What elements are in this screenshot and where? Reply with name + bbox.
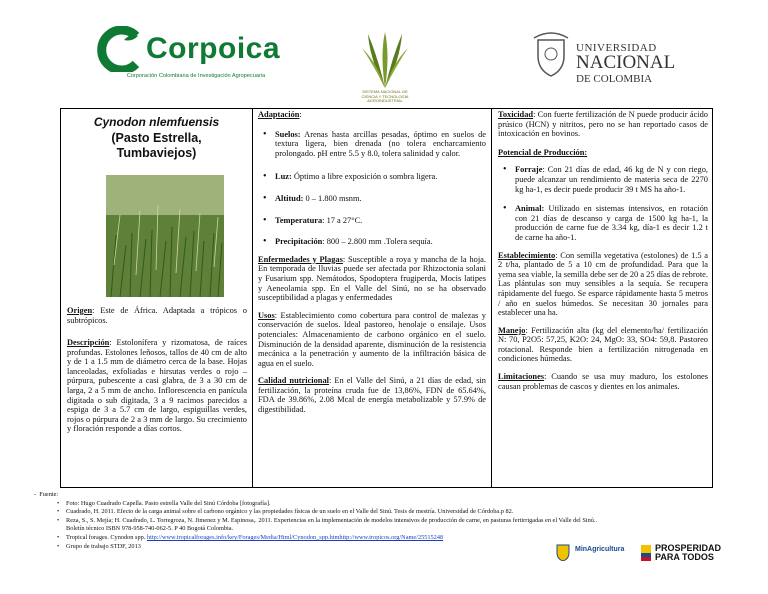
leaves-icon xyxy=(360,30,410,90)
unal-line1: UNIVERSIDAD xyxy=(576,42,657,54)
fuente-label: - Fuente: xyxy=(34,491,59,498)
potencial-label: Potencial de Producción: xyxy=(498,147,588,157)
usos-label: Usos xyxy=(258,310,275,320)
calidad-text: : En el Valle del Sinú, a 21 días de edad, sin fertilización, la proteína cruda fue de 13,86%, FDN de 65.64%, FDA de 39.86%, 2.08 Mcal de energía metabolizable y 57.9% de digestibilidad. xyxy=(258,376,486,415)
establecimiento-text: : Con semilla vegetativa (estolones) de 1.5 a 2 t/ha, plantado de 5 a 10 cm de profundidad. Para que la yema sea viable, la semilla debe ser de 20 a 25 días de rebrote. Las plántulas son muy sensibles a la sequía. Se recupera rápidamente del fuego. Se esparce rápidamente hasta 5 metros / año en suelos húmedos. Se necesitan 30 jornales para establecer una ha. xyxy=(498,250,708,318)
origen-text: : Este de África. Adaptada a trópicos o subtrópicos. xyxy=(67,306,247,325)
list-item: • Reza, S., S. Mejía; H. Cuadrado, L. Torregroza, N. Jimenez y M. Espinosa,. 2011. Experiencias en la implementación de modelos intensivos de producción de carne, en pasturas fertirrigadas en el Valle del Sinú.. Boletín técnico ISBN 978-958-740-062-5. P 40 Bogotá Colombia. xyxy=(66,517,754,534)
establecimiento-label: Establecimiento xyxy=(498,250,556,260)
minagricultura-logo xyxy=(555,541,635,563)
list-item: • Cuadrado, H. 2011. Efecto de la carga animal sobre el carbono orgánico y las propiedades físicas de un suelo en el Valle del Sinú. Tesis de mestría. Universidad de Córdoba.p 82. xyxy=(66,508,754,517)
calidad-block xyxy=(258,376,486,414)
potencial-list xyxy=(498,165,708,242)
limitaciones-text: : Cuando se usa muy maduro, los estolones causan problemas de cascos y dientes en los animales. xyxy=(498,372,708,391)
toxicidad-block xyxy=(498,110,708,139)
descripcion-label: Descripción xyxy=(67,338,110,347)
flag-icon xyxy=(640,544,652,562)
produccion-section xyxy=(498,110,708,391)
toxicidad-label: Toxicidad xyxy=(498,110,534,119)
list-item: • Tropical forages. Cynodon spp. http://www.tropicalforages.info/key/Forages/Media/Html/Cynodon_spp.htmhttp://www.tropicos.org/Name/25515248 xyxy=(66,534,754,543)
list-item: • Grupo de trabajo STDF, 2013 xyxy=(66,543,754,552)
adaptacion-list xyxy=(258,130,486,247)
unal-crest-icon xyxy=(530,30,572,78)
establecimiento-block xyxy=(498,251,708,318)
colombia-crest-icon xyxy=(555,543,571,561)
adaptacion-section: Adaptación: • Suelos: Arenas hasta arcillas pesadas, óptimo en suelos de textura ligera, bien drenada (no tolera encharcamiento prolongado. pH entre 5.5 y 8.0, tolera salinidad y calor. • Luz: Óptimo a libre exposición o sombra ligera. • Altitud: 0 – 1.800 msnm. • Temperatura: 17 a 27°C. • Precipitación: 800 – 2.800 mm .Tolera sequía. Enfermedades y Plagas: Susceptible a roya y mancha de la hoja. En temporada de lluvias puede ser afectada por Rhizoctonia solani y Fusarium spp. Nemátodos, Spodoptera frugiperda, Mocis latipes y Aeneolamia spp. En el Valle del Sinú, no se ha observado susceptibilidad a plagas y enfermedades Usos: Establecimiento como cobertura para control de malezas y conservación de suelos. Ideal pastoreo, henolaje o ensilaje. Usos potenciales: Almacenamiento de carbono orgánico en el suelo. Disminución de la densidad aparente, disminución de la resistencia mecánica a la penetración y aumento de la infiltración básica de agua en el suelo. Calidad nutricional: En el Valle del Sinú, a 21 días de edad, sin fertilización, la proteína cruda fue de 13,86%, FDN de 65.64%, FDA de 39.86%, 2.08 Mcal de energía metabolizable y 57.9% de digestibilidad. xyxy=(258,110,486,415)
limitaciones-block xyxy=(498,372,708,391)
common-names: (Pasto Estrella, Tumbaviejos) xyxy=(111,131,202,160)
corpoica-tagline: Corporación Colombiana de Investigación Agropecuaria xyxy=(126,73,266,79)
descripcion-text: : Estolonífera y rizomatosa, de raíces profundas. Estolones leñosos, tallos de 40 cm de alto y de 1 a 1.5 mm de diámetro cerca de la base. Hojas lanceoladas, exfoliadas e hirsutas verdes o rojo – púrpura, pubescente a casi glabra, de 3 a 30 cm de larga, 2 a 5 mm de ancho. Inflorescencia en panícula digitada o sub digitada, 3 a 9 racimos parecidos a espiga de 3 a 5.7 cm de largo, espiguillas verdes, rojos o púrpura de 2 a 3 mm de largo. Su crecimiento y floración responde a días cortos. xyxy=(67,338,247,434)
species-name: Cynodon nlemfuensis xyxy=(93,115,220,129)
usos-block xyxy=(258,311,486,369)
toxicidad-text: : Con fuerte fertilización de N puede producir ácido prúsico (HCN) y nitritos, pero no se han reportado casos de intoxicación en bovinos. xyxy=(498,110,708,139)
descripcion-block xyxy=(67,338,247,434)
calidad-label: Calidad nutricional xyxy=(258,376,329,386)
minag-text: MinAgricultura xyxy=(575,546,625,553)
adaptacion-label: Adaptación xyxy=(258,110,300,119)
sistema-text: SISTEMA NACIONAL DE CIENCIA Y TECNOLOGÍA AGROINDUSTRIAL xyxy=(361,89,409,103)
tropical-forages-link[interactable]: http://www.tropicalforages.info/key/Forages/Media/Html/Cynodon_spp.htmhttp://www.tropicos.org/Name/25515248 xyxy=(146,533,444,541)
list-item: • Forraje: Con 21 días de edad, 46 kg de N y con riego, puede alcanzar un rendimiento de materia seca de 2270 kg ha-1, es decir puede producir 39 t MS ha año-1. xyxy=(515,165,708,194)
usos-text: : Establecimiento como cobertura para control de malezas y conservación de suelos. Ideal pastoreo, henolaje o ensilaje. Usos potenciales: Almacenamiento de carbono orgánico en el suelo. Disminución de la densidad aparente, disminución de la resistencia mecánica a la penetración y aumento de la infiltración básica de agua en el suelo. xyxy=(258,310,486,368)
list-item: • Precipitación: 800 – 2.800 mm .Tolera sequía. xyxy=(275,237,486,247)
corpoica-c-icon xyxy=(96,26,144,72)
column-species xyxy=(61,109,253,487)
enfermedades-block xyxy=(258,255,486,303)
corpoica-logo xyxy=(96,26,281,86)
enfermedades-text: : Susceptible a roya y mancha de la hoja. En temporada de lluvias puede ser afectada por Rhizoctonia solani y Fusarium spp. Nemátodos, Spodoptera frugiperda, Mocis latipes y Aeneolamia spp. En el Valle del Sinú, no se ha observado susceptibilidad a plagas y enfermedades xyxy=(258,254,486,303)
info-table xyxy=(60,108,713,488)
manejo-text: : Fertilización alta (kg del elemento/ha/ fertilización N: 70, P2O5: 57,25, K2O: 24, MgO: 33, SO4: 59,8. Pastoreo rotacional. Responde bien a fertilización nitrogenada en condiciones húmedas. xyxy=(498,325,708,364)
unal-line2: NACIONAL xyxy=(576,52,676,73)
column-produccion xyxy=(492,109,713,487)
enfermedades-label: Enfermedades y Plagas xyxy=(258,254,343,264)
unal-line3: DE COLOMBIA xyxy=(576,73,653,85)
list-item: • Foto: Hugo Cuadrado Capella. Pasto estrella Valle del Sinú Córdoba [fotografía]. xyxy=(66,500,754,509)
prosperidad-text: PROSPERIDAD PARA TODOS xyxy=(655,543,722,562)
grass-photo xyxy=(106,175,224,297)
sistema-logo xyxy=(360,30,410,102)
limitaciones-label: Limitaciones xyxy=(498,372,545,382)
manejo-label: Manejo xyxy=(498,325,526,335)
list-item: • Temperatura: 17 a 27°C. xyxy=(275,216,486,226)
manejo-block xyxy=(498,326,708,364)
unal-logo xyxy=(530,30,690,90)
list-item: • Altitud: 0 – 1.800 msnm. xyxy=(275,194,486,204)
grass-image xyxy=(106,175,224,297)
column-adaptacion xyxy=(252,109,492,487)
list-item: • Luz: Óptimo a libre exposición o sombra ligera. xyxy=(275,172,486,182)
prosperidad-logo xyxy=(640,542,722,564)
list-item: • Animal: Utilizado en sistemas intensivos, en rotación con 21 días de descanso y carga de 1500 kg ha-1, la producción de carne fue de 3.34 kg, día-1 es decir 1.2 t de carne ha año-1. xyxy=(515,204,708,242)
corpoica-wordmark: Corpoica xyxy=(146,32,281,65)
origen-label: Origen xyxy=(67,306,93,315)
list-item: • Suelos: Arenas hasta arcillas pesadas, óptimo en suelos de textura ligera, bien drenada (no tolera encharcamiento prolongado. pH entre 5.5 y 8.0, tolera salinidad y calor. xyxy=(275,130,486,159)
origen-block xyxy=(67,306,247,325)
